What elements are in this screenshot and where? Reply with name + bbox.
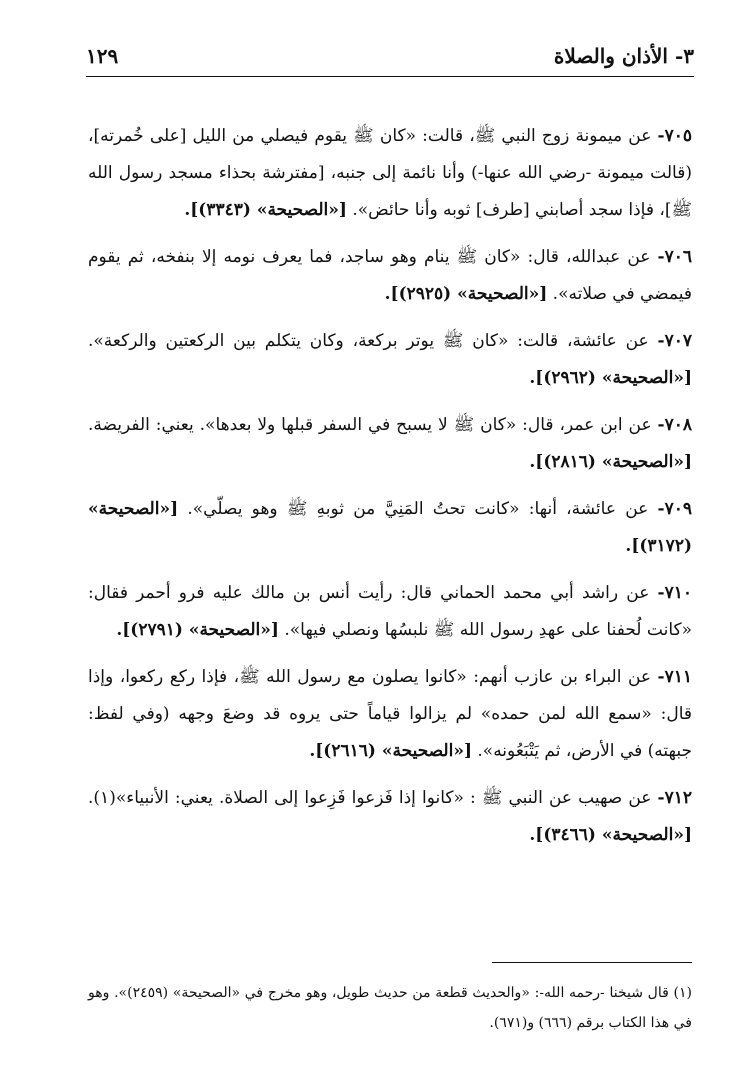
hadith-text: عن راشد أبي محمد الحماني قال: رأيت أنس بن مالك عليه فرو أحمر فقال: «كانت لُحفنا على عهدِ رسول الله ﷺ نلبسُها ونصلي فيها». xyxy=(88,583,692,640)
hadith-source: [«الصحيحة» (٢٩٦٢)]. xyxy=(529,368,692,388)
hadith-text: عن صهيب عن النبي ﷺ : «كانوا إذا فَزعوا فَزِعوا إلى الصلاة. يعني: الأنبياء»(١). xyxy=(88,788,658,808)
hadith-708 xyxy=(88,407,692,481)
hadith-number: ٧٠٨- xyxy=(657,415,692,435)
hadith-number: ٧٠٦- xyxy=(657,247,692,267)
page-number: ١٢٩ xyxy=(86,44,119,68)
hadith-text: عن ميمونة زوج النبي ﷺ، قالت: «كان ﷺ يقوم فيصلي من الليل [على خُمرته]، (قالت ميمونة -رضي الله عنها-) وأنا نائمة إلى جنبه، [مفترشة بحذاء مسجد رسول الله ﷺ]، فإذا سجد أصابني [طرف] ثوبه وأنا حائض». xyxy=(88,126,692,220)
hadith-text: عن عائشة، قالت: «كان ﷺ يوتر بركعة، وكان يتكلم بين الركعتين والركعة». xyxy=(88,331,658,351)
hadith-710 xyxy=(88,575,692,649)
hadith-source: [«الصحيحة» (٢٨١٦)]. xyxy=(529,452,692,472)
hadith-text: عن ابن عمر، قال: «كان ﷺ لا يسبح في السفر قبلها ولا بعدها». يعني: الفريضة. xyxy=(88,415,658,435)
chapter-title: ٣- الأذان والصلاة xyxy=(553,44,694,68)
hadith-number: ٧٠٧- xyxy=(657,331,692,351)
hadith-text: عن عائشة، أنها: «كانت تحتُ المَنِيَّ من ثوبهِ ﷺ وهو يصلّي». xyxy=(178,499,658,519)
hadith-number: ٧١٠- xyxy=(657,583,692,603)
footnote-divider xyxy=(492,962,692,963)
hadith-709 xyxy=(88,491,692,565)
hadith-707 xyxy=(88,323,692,397)
hadith-source: [«الصحيحة» (٢٩٢٥)]. xyxy=(384,284,548,304)
hadith-source: [«الصحيحة» (٣٣٤٣)]. xyxy=(184,200,347,220)
hadith-source: [«الصحيحة» (٣٤٦٦)]. xyxy=(529,825,692,845)
hadith-712 xyxy=(88,780,692,854)
hadith-number: ٧٠٥- xyxy=(657,126,692,146)
hadith-number: ٧٠٩- xyxy=(657,499,692,519)
hadith-number: ٧١١- xyxy=(657,667,692,687)
hadith-source: [«الصحيحة» (٢٧٩١)]. xyxy=(116,620,279,640)
hadith-list xyxy=(88,118,692,864)
hadith-text: عن البراء بن عازب أنهم: «كانوا يصلون مع رسول الله ﷺ، فإذا ركع ركعوا، وإذا قال: «سمع الله لمن حمده» لم يزالوا قياماً حتى يروه قد وضعَ وجهه (وفي لفظ: جبهته) في الأرض، ثم يَتْبَعُونه». xyxy=(88,667,692,761)
hadith-source: [«الصحيحة» (٢٦١٦)]. xyxy=(309,741,472,761)
hadith-source: [«الصحيحة» (٣١٧٢)]. xyxy=(88,499,692,556)
hadith-711 xyxy=(88,659,692,770)
hadith-text: عن عبدالله، قال: «كان ﷺ ينام وهو ساجد، فما يعرف نومه إلا بنفخه، ثم يقوم فيمضي في صلاته». xyxy=(88,247,692,304)
hadith-706 xyxy=(88,239,692,313)
hadith-number: ٧١٢- xyxy=(657,788,692,808)
page-header xyxy=(86,42,694,77)
hadith-705 xyxy=(88,118,692,229)
footnote: (١) قال شيخنا -رحمه الله-: «والحديث قطعة من حديث طويل، وهو مخرج في «الصحيحة» (٢٤٥٩)». وهو في هذا الكتاب برقم (٦٦٦) و(٦٧١). xyxy=(88,985,692,1031)
